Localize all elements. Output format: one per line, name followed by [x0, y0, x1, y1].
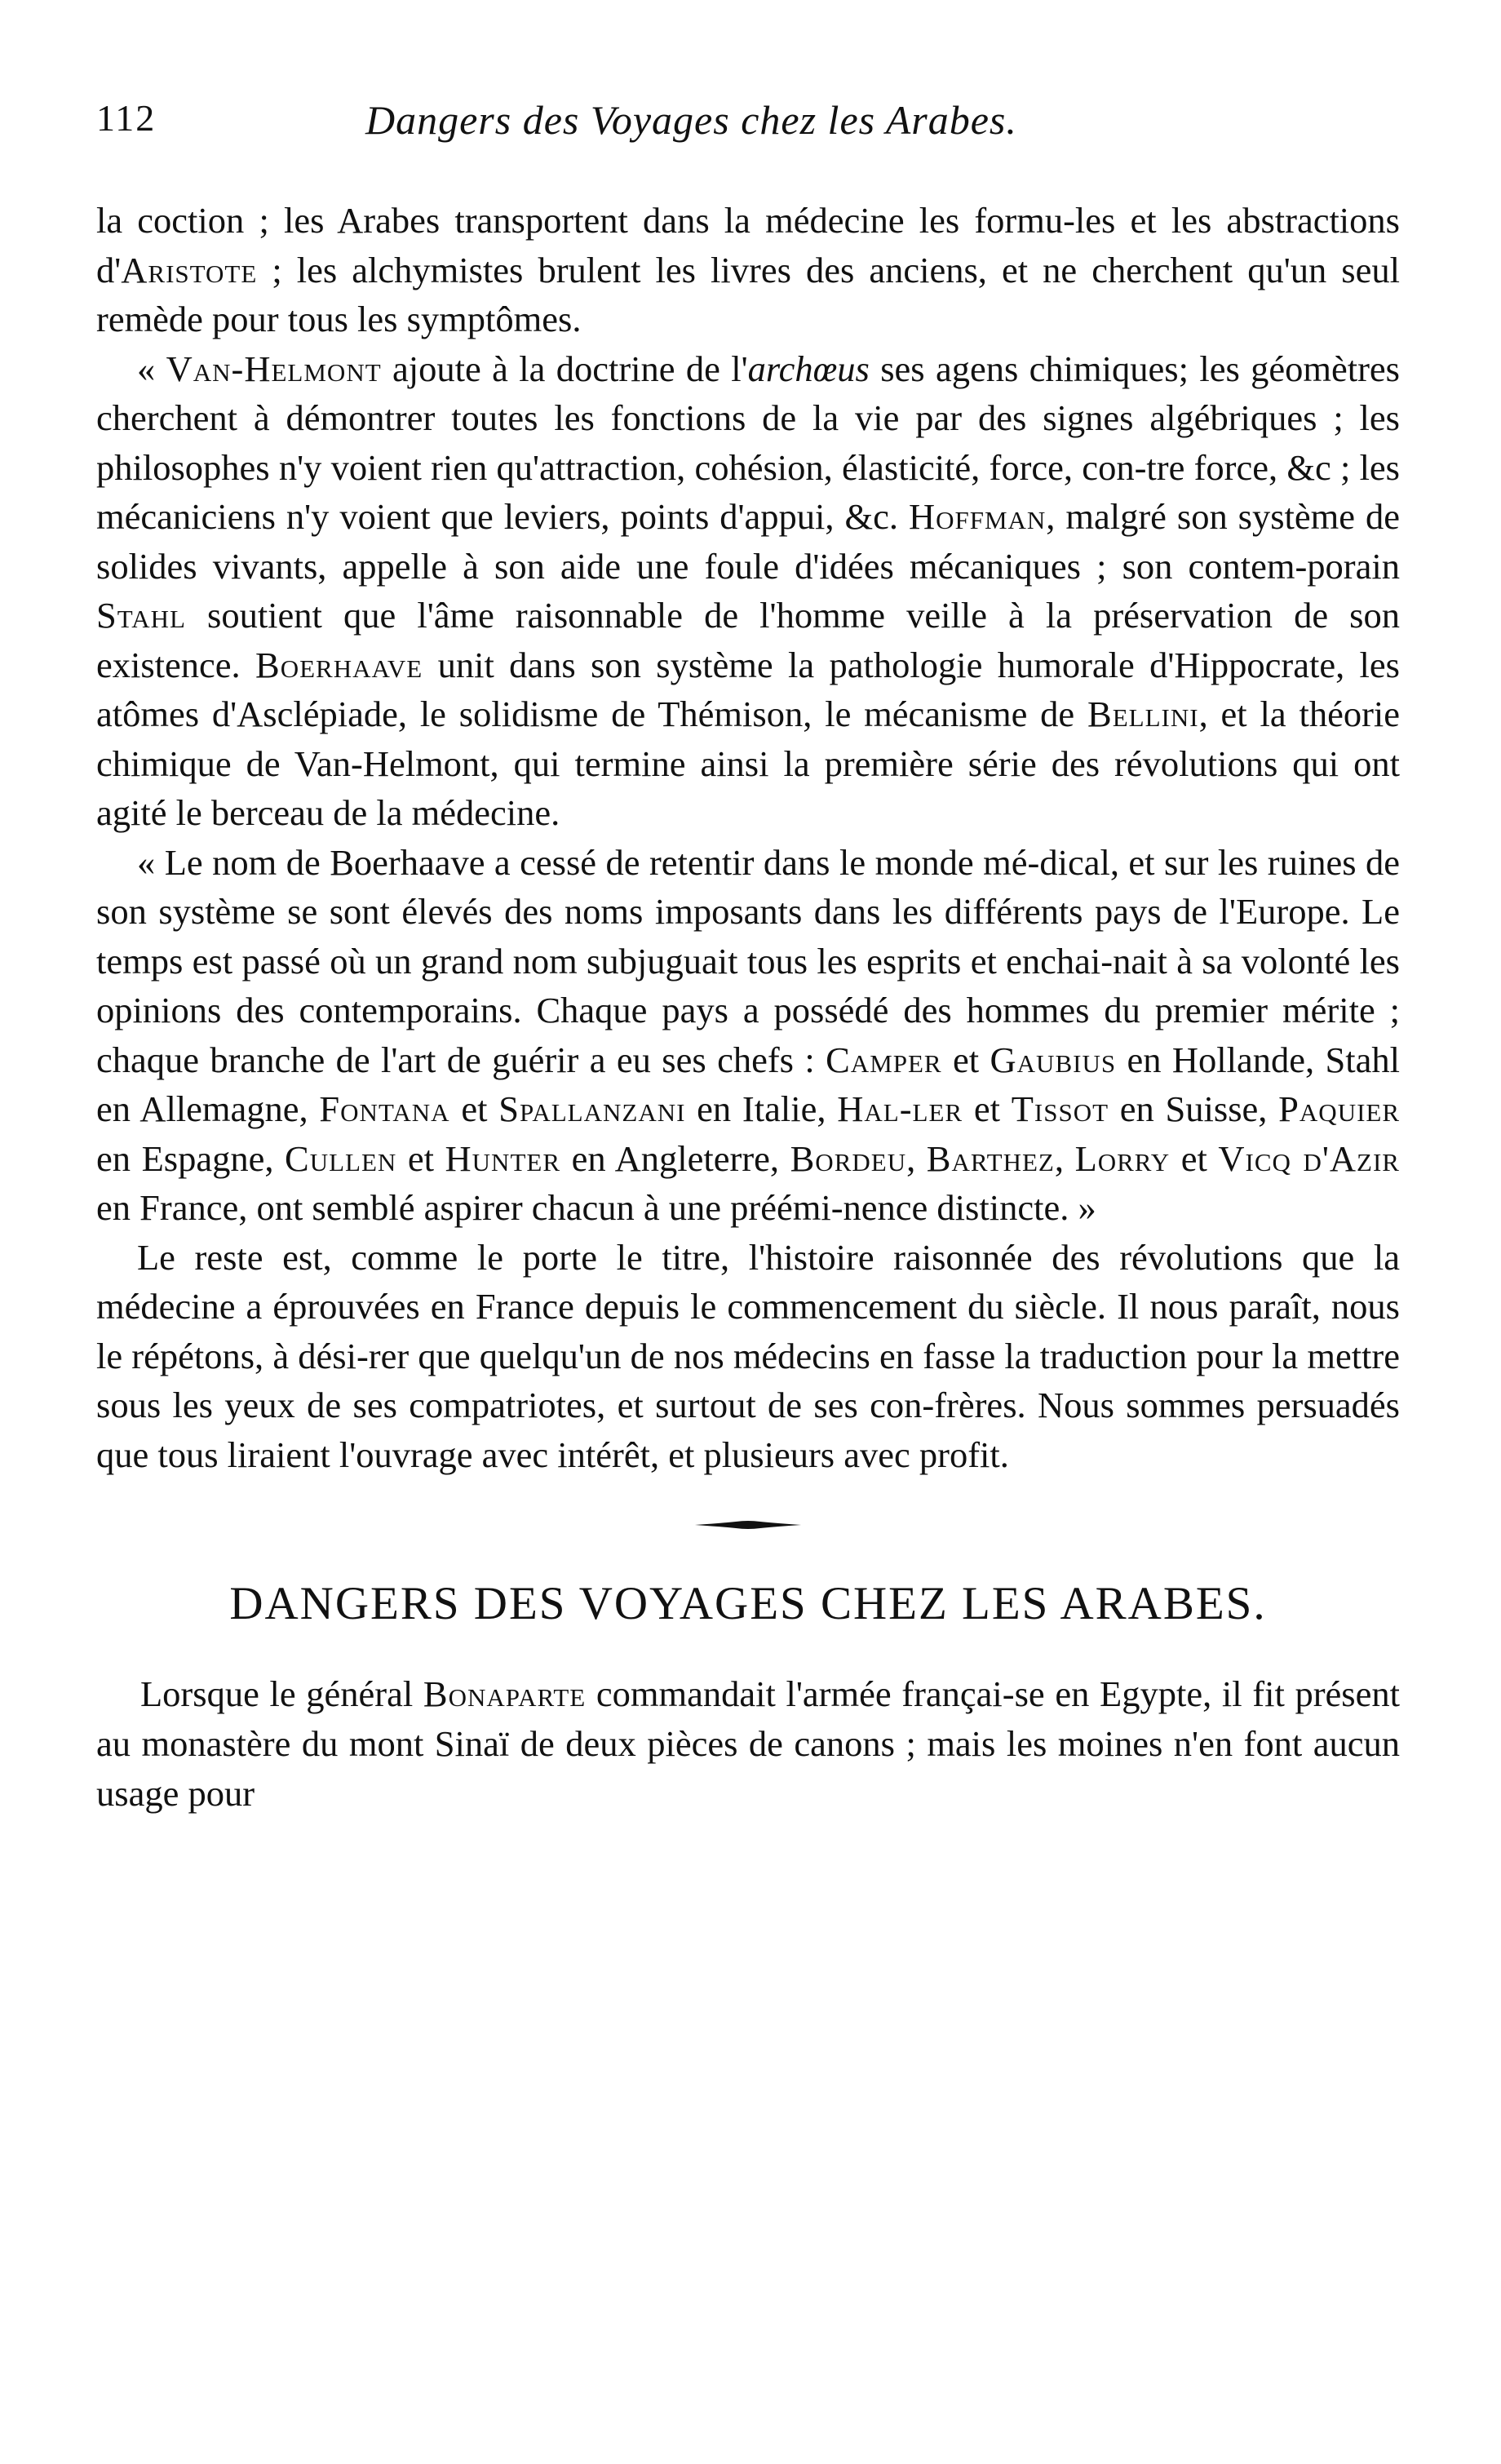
term-archaeus: archœus: [747, 348, 870, 389]
author-name: Lorry: [1074, 1137, 1171, 1179]
text-run: en Angleterre,: [560, 1137, 790, 1179]
author-name: Cullen: [285, 1137, 397, 1179]
text-run: ses agens chimiques; les géomètres cherchent à démontrer toutes les fonctions de la vie par des signes algébriques ; les philosophes n'y voient rien qu'attraction, cohésion, élasticité, force, con-tre force, &c ; les mécaniciens n'y voient que leviers, points d'appui, &c.: [96, 348, 1400, 537]
text-run: Lorsque le général: [140, 1673, 423, 1714]
book-page: [96, 96, 1400, 1819]
text-run: Le reste est, comme le porte le titre, l'histoire raisonnée des révolutions que la médecine a éprouvées en France depuis le commencement du siècle. Il nous paraît, nous le répétons, à dési-rer que quelqu'un de nos médecins en fasse la traduction pour la mettre sous les yeux de ses compatriotes, et surtout de ses con-frères. Nous sommes persuadés que tous liraient l'ouvrage avec intérêt, et plusieurs avec profit.: [96, 1236, 1400, 1475]
author-name-boerhaave: Boerhaave: [255, 644, 423, 685]
text-run: en Suisse,: [1109, 1088, 1279, 1129]
page-header: [96, 96, 1400, 162]
text-run: ,: [1054, 1137, 1075, 1179]
text-run: et: [963, 1088, 1012, 1129]
text-run: commandait l'armée françai-se en Egypte, il fit présent au monastère du mont Sinaï de deux pièces de canons ; mais les moines n'en font aucun usage pour: [96, 1673, 1400, 1814]
paragraph-van-helmont: [96, 344, 1400, 838]
paragraph-conclusion: [96, 1233, 1400, 1480]
paragraph-bonaparte: [96, 1669, 1400, 1819]
text-run: ajoute à la doctrine de l': [381, 348, 748, 389]
running-title: Dangers des Voyages chez les Arabes.: [365, 97, 1017, 143]
text-run: unit dans son système la pathologie humorale d'Hippocrate, les atômes d'Asclépiade, le solidisme de Thémison, le mécanisme de: [96, 644, 1400, 734]
author-name: Camper: [826, 1039, 942, 1080]
author-name: Spallanzani: [498, 1088, 686, 1129]
text-run: , malgré son système de solides vivants, appelle à son aide une foule d'idées mécaniques ; son contem-porain: [96, 496, 1401, 587]
author-name-van-helmont: Van-Helmont: [166, 348, 382, 389]
ornamental-rule: [96, 1509, 1400, 1541]
author-name: Bordeu: [790, 1137, 907, 1179]
section-title: DANGERS DES VOYAGES CHEZ LES ARABES.: [229, 1578, 1267, 1629]
section-text: [96, 1669, 1400, 1819]
author-name: Paquier: [1278, 1088, 1401, 1129]
paragraph-aristote: [96, 196, 1400, 344]
text-run: en Italie,: [685, 1088, 838, 1129]
author-name: Fontana: [319, 1088, 450, 1129]
quote-mark: «: [137, 348, 166, 389]
paragraph-boerhaave: [96, 838, 1400, 1233]
author-name: Tissot: [1011, 1088, 1109, 1129]
author-name-bellini: Bellini: [1087, 694, 1199, 734]
text-run: en Hollande, Stahl en Allemagne,: [96, 1039, 1400, 1129]
text-run: et: [941, 1039, 990, 1080]
text-run: ; les alchymistes brulent les livres des anciens, et ne cherchent qu'un seul remède pour tous les symptômes.: [96, 249, 1400, 339]
text-run: ,: [906, 1137, 927, 1179]
review-text: [96, 196, 1400, 1479]
author-name-stahl: Stahl: [96, 595, 186, 636]
text-run: « Le nom de Boerhaave a cessé de retentir dans le monde mé-dical, et sur les ruines de son système se sont élevés des noms imposants dans les différents pays de l'Europe. Le temps est passé où un grand nom subjuguait tous les esprits et enchai-nait à sa volonté les opinions des contemporains. Chaque pays a possédé des hommes du premier mérite ; chaque branche de l'art de guérir a eu ses chefs :: [96, 841, 1400, 1080]
author-name: Hunter: [445, 1137, 560, 1179]
author-name: Vicq d'Azir: [1218, 1137, 1400, 1179]
text-run: , et la théorie chimique de Van-Helmont, qui termine ainsi la première série des révolutions qui ont agité le berceau de la médecine.: [96, 694, 1401, 833]
author-name: Gaubius: [990, 1039, 1117, 1080]
page-number: 112: [96, 97, 157, 139]
ornament-dash-icon: [695, 1517, 801, 1533]
text-run: la coction ; les Arabes transportent dans la médecine les formu-les et les abstractions d': [96, 200, 1400, 290]
author-name-aristote: Aristote: [121, 249, 258, 290]
text-run: en France, ont semblé aspirer chacun à une préémi-nence distincte. »: [96, 1187, 1096, 1228]
author-name-bonaparte: Bonaparte: [423, 1673, 587, 1714]
author-name: Hal-ler: [837, 1088, 963, 1129]
text-run: soutient que l'âme raisonnable de l'homme veille à la préservation de son existence.: [96, 595, 1400, 685]
author-name-hoffman: Hoffman: [908, 496, 1047, 537]
text-run: et: [449, 1088, 499, 1129]
author-name: Barthez: [926, 1137, 1055, 1179]
text-run: et: [1170, 1137, 1219, 1179]
text-run: et: [396, 1137, 445, 1179]
text-run: en Espagne,: [96, 1137, 286, 1179]
